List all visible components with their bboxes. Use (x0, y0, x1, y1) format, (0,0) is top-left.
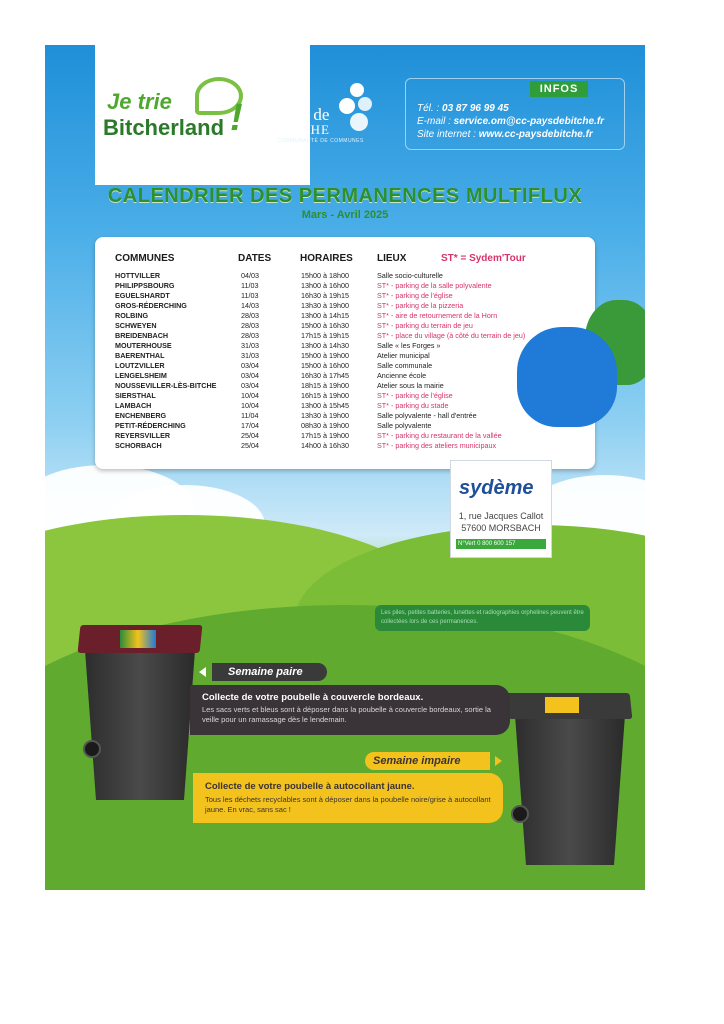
email-link[interactable]: service.om@cc-paysdebitche.fr (453, 116, 605, 127)
arrow-left-icon (199, 667, 206, 677)
table-row (95, 411, 595, 421)
row-date: 11/03 (241, 281, 259, 290)
row-horaire: 15h00 à 18h00 (301, 271, 349, 280)
table-row (95, 431, 595, 441)
row-date: 17/04 (241, 421, 259, 430)
row-date: 03/04 (241, 361, 259, 370)
row-date: 03/04 (241, 381, 259, 390)
sydeme-phone[interactable]: N°Vert 0 800 600 157 (456, 539, 546, 549)
row-date: 25/04 (241, 431, 259, 440)
tel-number[interactable]: 03 87 96 99 45 (442, 103, 509, 114)
bin-sticker (545, 697, 579, 713)
row-commune: NOUSSEVILLER-LÈS-BITCHE (115, 381, 217, 390)
sydeme-address-street: 1, rue Jacques Callot (458, 511, 544, 521)
table-row (95, 291, 595, 301)
table-row (95, 421, 595, 431)
logo-exclamation: ! (230, 97, 243, 139)
row-lieu: ST* - parking du stade (377, 401, 449, 410)
blue-bag-icon (517, 327, 617, 427)
row-lieu: Atelier sous la mairie (377, 381, 444, 390)
row-horaire: 13h00 à 16h00 (301, 281, 349, 290)
row-horaire: 17h15 à 19h00 (301, 431, 349, 440)
table-row (95, 341, 595, 351)
bin-wheel (83, 740, 101, 758)
page-subtitle: Mars - Avril 2025 (301, 209, 389, 221)
row-lieu: ST* - place du village (à côté du terrain de jeu) (377, 331, 526, 340)
row-lieu: ST* - parking de l'église (377, 391, 453, 400)
yellow-sticker-bin-icon (515, 715, 625, 865)
sydeme-address-city: 57600 MORSBACH (461, 523, 541, 533)
row-horaire: 16h30 à 17h45 (301, 371, 349, 380)
logo-bitcherland: Bitcherland (103, 115, 225, 140)
row-horaire: 18h15 à 19h00 (301, 381, 349, 390)
row-horaire: 15h00 à 16h30 (301, 321, 349, 330)
info-email: E-mail : service.om@cc-paysdebitche.fr (417, 116, 605, 127)
table-row (95, 271, 595, 281)
row-date: 31/03 (241, 341, 259, 350)
semaine-impaire-text: Tous les déchets recyclables sont à déposer dans la poubelle noire/grise à autocollant jaune. En vrac, sans sac ! (205, 795, 491, 814)
semaine-paire-pill: Semaine paire (212, 663, 327, 681)
row-lieu: Salle socio-culturelle (377, 271, 443, 280)
row-horaire: 16h30 à 19h15 (301, 291, 349, 300)
row-commune: SCHORBACH (115, 441, 162, 450)
row-lieu: Salle polyvalente - hall d'entrée (377, 411, 477, 420)
row-date: 28/03 (241, 311, 259, 320)
row-commune: ROLBING (115, 311, 149, 320)
st-legend: ST* = Sydem'Tour (441, 253, 526, 264)
poster (45, 45, 645, 890)
info-tel: Tél. : 03 87 96 99 45 (417, 103, 509, 114)
header-lieux: LIEUX (377, 253, 407, 264)
page-title: CALENDRIER DES PERMANENCES MULTIFLUX (107, 185, 583, 207)
row-commune: PETIT-RÉDERCHING (115, 421, 186, 430)
row-commune: LENGELSHEIM (115, 371, 167, 380)
row-commune: GROS-RÉDERCHING (115, 301, 187, 310)
row-date: 10/04 (241, 401, 259, 410)
row-commune: MOUTERHOUSE (115, 341, 172, 350)
row-date: 11/03 (241, 291, 259, 300)
logo-je-trie: Je trie (107, 89, 172, 114)
row-date: 28/03 (241, 331, 259, 340)
semaine-impaire-pill: Semaine impaire (365, 752, 490, 770)
header-horaires: HORAIRES (300, 253, 353, 264)
row-horaire: 14h00 à 16h30 (301, 441, 349, 450)
table-row (95, 331, 595, 341)
row-commune: REYERSVILLER (115, 431, 171, 440)
row-commune: BAERENTHAL (115, 351, 165, 360)
infos-badge: INFOS (530, 81, 588, 97)
row-horaire: 13h00 à 14h30 (301, 341, 349, 350)
row-lieu: ST* - parking du restaurant de la vallée (377, 431, 502, 440)
row-date: 14/03 (241, 301, 259, 310)
info-site: Site internet : www.cc-paysdebitche.fr (417, 129, 593, 140)
row-horaire: 13h00 à 15h45 (301, 401, 349, 410)
row-horaire: 16h15 à 19h00 (301, 391, 349, 400)
row-horaire: 15h00 à 16h00 (301, 361, 349, 370)
row-commune: LAMBACH (115, 401, 152, 410)
row-commune: HOTTVILLER (115, 271, 161, 280)
row-horaire: 13h00 à 14h15 (301, 311, 349, 320)
site-link[interactable]: www.cc-paysdebitche.fr (478, 129, 593, 140)
row-date: 28/03 (241, 321, 259, 330)
row-date: 31/03 (241, 351, 259, 360)
row-commune: ENCHENBERG (115, 411, 167, 420)
row-lieu: Salle « les Forges » (377, 341, 441, 350)
pays-subtitle: COMMUNAUTÉ DE COMMUNES (277, 138, 364, 144)
sydeme-card (450, 460, 552, 558)
table-row (95, 281, 595, 291)
row-commune: EGUELSHARDT (115, 291, 170, 300)
row-lieu: Ancienne école (377, 371, 427, 380)
row-horaire: 15h00 à 19h00 (301, 351, 349, 360)
bin-sticker (120, 630, 156, 648)
row-date: 25/04 (241, 441, 259, 450)
row-date: 11/04 (241, 411, 259, 420)
row-commune: SIERSTHAL (115, 391, 156, 400)
row-commune: BREIDENBACH (115, 331, 169, 340)
row-date: 03/04 (241, 371, 259, 380)
row-lieu: ST* - parking de la salle polyvalente (377, 281, 492, 290)
row-lieu: Salle communale (377, 361, 433, 370)
row-commune: LOUTZVILLER (115, 361, 165, 370)
semaine-paire-title: Collecte de votre poubelle à couvercle bordeaux. (202, 692, 424, 703)
bitche-title: BITCHE (277, 122, 330, 137)
pays-de-bitche-logo-icon (337, 80, 375, 140)
semaine-paire-text: Les sacs verts et bleus sont à déposer dans la poubelle à couvercle bordeaux, sortie la veille pour un ramassage dès le lendemain. (202, 705, 491, 724)
row-horaire: 13h30 à 19h00 (301, 301, 349, 310)
row-date: 10/04 (241, 391, 259, 400)
row-commune: PHILIPPSBOURG (115, 281, 175, 290)
table-row (95, 301, 595, 311)
table-row (95, 441, 595, 451)
row-lieu: ST* - parking de l'église (377, 291, 453, 300)
header-communes: COMMUNES (115, 253, 175, 264)
row-lieu: ST* - aire de retournement de la Horn (377, 311, 498, 320)
row-lieu: Salle polyvalente (377, 421, 432, 430)
bin-wheel (511, 805, 529, 823)
bordeaux-bin-icon (85, 650, 195, 800)
sydeme-logo: sydème (459, 477, 534, 499)
row-horaire: 17h15 à 19h15 (301, 331, 349, 340)
batteries-note: Les piles, petites batteries, lunettes et radiographies orphelines peuvent être collectées lors de ces permanences. (375, 605, 590, 631)
table-row (95, 321, 595, 331)
row-lieu: Atelier municipal (377, 351, 430, 360)
header-dates: DATES (238, 253, 272, 264)
table-row (95, 311, 595, 321)
pays-de-title: Pays de (277, 105, 330, 124)
arrow-right-icon (495, 756, 502, 766)
row-lieu: ST* - parking de la pizzeria (377, 301, 464, 310)
row-commune: SCHWEYEN (115, 321, 157, 330)
row-horaire: 13h30 à 19h00 (301, 411, 349, 420)
semaine-impaire-title: Collecte de votre poubelle à autocollant jaune. (205, 781, 415, 792)
row-lieu: ST* - parking des ateliers municipaux (377, 441, 497, 450)
row-horaire: 08h30 à 19h00 (301, 421, 349, 430)
row-date: 04/03 (241, 271, 259, 280)
row-lieu: ST* - parking du terrain de jeu (377, 321, 473, 330)
